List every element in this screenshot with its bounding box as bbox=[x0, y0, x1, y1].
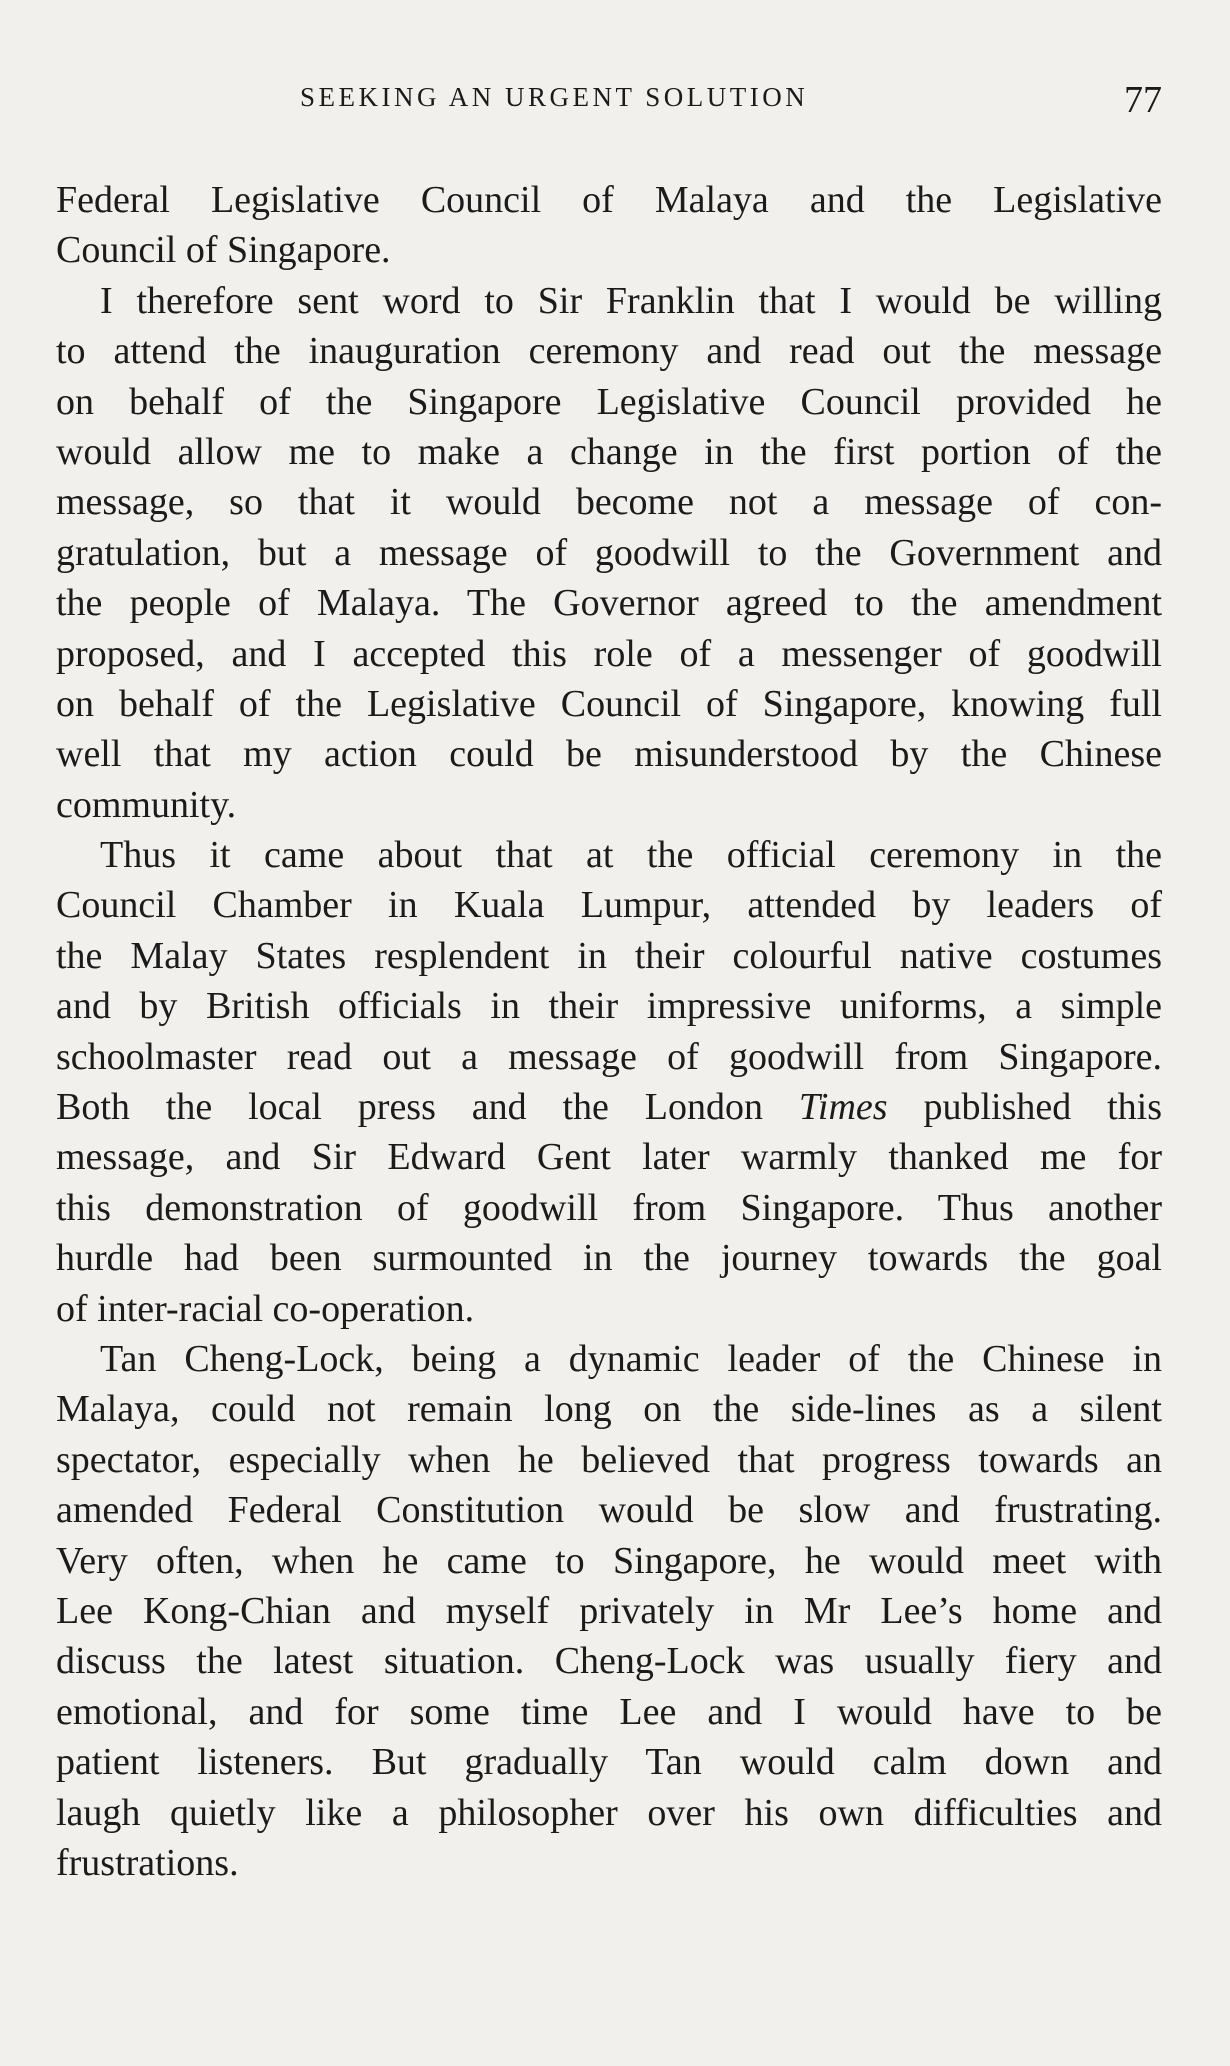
text-line: hurdle had been surmounted in the journey towards the goal bbox=[56, 1237, 1162, 1280]
text-line: proposed, and I accepted this role of a messenger of goodwill bbox=[56, 632, 1162, 675]
text-line: Lee Kong-Chian and myself privately in Mr Lee’s home and bbox=[56, 1589, 1162, 1632]
text-line: the Malay States resplendent in their colourful native costumes bbox=[56, 934, 1162, 977]
text-line: gratulation, but a message of goodwill to the Government and bbox=[56, 531, 1162, 574]
text-line: patient listeners. But gradually Tan would calm down and bbox=[56, 1741, 1162, 1784]
text-line: of inter-racial co-operation. bbox=[56, 1287, 475, 1330]
text-line: frustrations. bbox=[56, 1841, 239, 1884]
paragraph-1 bbox=[56, 175, 1162, 276]
paragraph-3 bbox=[56, 830, 1162, 1334]
running-head: SEEKING AN URGENT SOLUTION bbox=[300, 82, 809, 112]
text-line: on behalf of the Singapore Legislative Council provided he bbox=[56, 380, 1162, 423]
text-line: message, so that it would become not a message of con- bbox=[56, 481, 1162, 524]
text-line: emotional, and for some time Lee and I would have to be bbox=[56, 1690, 1162, 1733]
text-line: the people of Malaya. The Governor agreed to the amendment bbox=[56, 582, 1162, 625]
text-line: community. bbox=[56, 783, 237, 826]
text-segment: Both the local press and the London bbox=[56, 1086, 799, 1129]
text-line: Council of Singapore. bbox=[56, 229, 391, 272]
page-number: 77 bbox=[1124, 79, 1162, 121]
text-line: well that my action could be misunderstood by the Chinese bbox=[56, 733, 1162, 776]
italic-title: Times bbox=[798, 1086, 888, 1129]
text-line: Thus it came about that at the official ceremony in the bbox=[100, 834, 1162, 877]
text-line: Federal Legislative Council of Malaya and the Legislative bbox=[56, 179, 1162, 221]
text-line: message, and Sir Edward Gent later warmly thanked me for bbox=[56, 1136, 1162, 1179]
text-line: laugh quietly like a philosopher over his own difficulties and bbox=[56, 1791, 1162, 1834]
text-line: I therefore sent word to Sir Franklin that I would be willing bbox=[100, 279, 1162, 322]
text-line: discuss the latest situation. Cheng-Lock was usually fiery and bbox=[56, 1640, 1162, 1683]
paragraph-4 bbox=[56, 1334, 1162, 1888]
text-line: this demonstration of goodwill from Singapore. Thus another bbox=[56, 1186, 1162, 1229]
text-line: and by British officials in their impressive uniforms, a simple bbox=[56, 985, 1162, 1028]
text-line: to attend the inauguration ceremony and read out the message bbox=[56, 330, 1162, 373]
text-line: on behalf of the Legislative Council of Singapore, knowing full bbox=[56, 682, 1162, 725]
text-line: amended Federal Constitution would be slow and frustrating. bbox=[56, 1489, 1162, 1532]
text-line: schoolmaster read out a message of goodwill from Singapore. bbox=[56, 1035, 1162, 1078]
text-line: would allow me to make a change in the first portion of the bbox=[56, 430, 1162, 473]
text-line: Tan Cheng-Lock, being a dynamic leader of the Chinese in bbox=[100, 1337, 1162, 1380]
text-segment: published this bbox=[887, 1086, 1162, 1129]
text-line: Malaya, could not remain long on the side-lines as a silent bbox=[56, 1388, 1162, 1431]
paragraph-2 bbox=[56, 276, 1162, 830]
body-text bbox=[56, 175, 1162, 1888]
text-line: Council Chamber in Kuala Lumpur, attended by leaders of bbox=[56, 884, 1162, 927]
text-line: spectator, especially when he believed that progress towards an bbox=[56, 1438, 1162, 1481]
text-line-with-italic bbox=[56, 1082, 1162, 1132]
text-line: Very often, when he came to Singapore, he would meet with bbox=[56, 1539, 1162, 1582]
